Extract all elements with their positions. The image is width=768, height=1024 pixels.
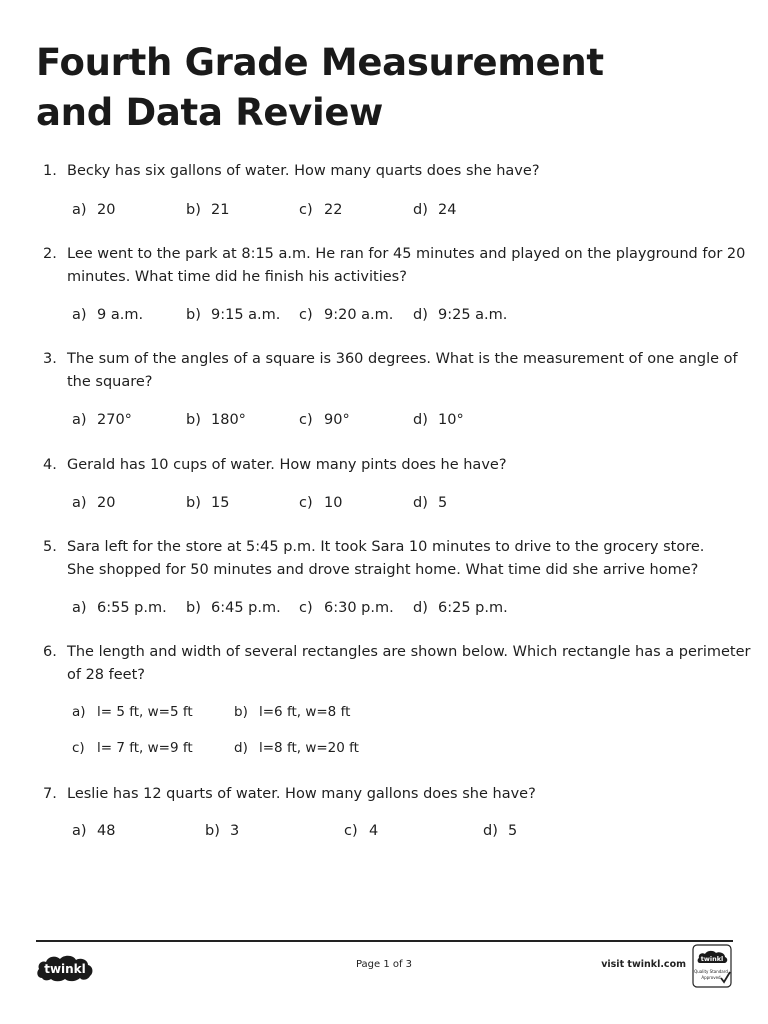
option-a: a) 20 xyxy=(72,202,116,218)
option-b: b) 21 xyxy=(186,202,230,218)
option-d: d) 10° xyxy=(413,412,464,428)
quality-badge xyxy=(692,944,732,988)
title-line-1: Fourth Grade Measurement xyxy=(36,41,604,84)
option-c: c) l= 7 ft, w=9 ft xyxy=(72,740,193,756)
question-text: Lee went to the park at 8:15 a.m. He ran for 45 minutes and played on the playground for 20 minutes. What time did he finish his activities? xyxy=(67,246,746,285)
option-b: b) 9:15 a.m. xyxy=(186,307,281,323)
svg-text:Approved: Approved xyxy=(701,975,721,980)
footer-divider xyxy=(36,940,733,942)
page-number: Page 1 of 3 xyxy=(355,959,413,970)
question-number: 4. xyxy=(43,457,57,473)
option-d: d) l=8 ft, w=20 ft xyxy=(234,740,359,756)
option-a: a) 6:55 p.m. xyxy=(72,600,167,616)
option-c: c) 9:20 a.m. xyxy=(299,307,394,323)
question-text: Sara left for the store at 5:45 p.m. It took Sara 10 minutes to drive to the grocery store. She shopped for 50 minutes and drove straight home. What time did she arrive home? xyxy=(67,539,705,578)
page-title xyxy=(36,38,604,138)
option-c: c) 22 xyxy=(299,202,343,218)
option-d: d) 6:25 p.m. xyxy=(413,600,508,616)
question-number: 1. xyxy=(43,163,57,179)
question-text: The sum of the angles of a square is 360 degrees. What is the measurement of one angle of the square? xyxy=(67,351,738,390)
option-a: a) 48 xyxy=(72,823,116,839)
option-a: a) 270° xyxy=(72,412,132,428)
option-b: b) l=6 ft, w=8 ft xyxy=(234,704,351,720)
question-number: 7. xyxy=(43,786,57,802)
option-b: b) 6:45 p.m. xyxy=(186,600,281,616)
question-number: 2. xyxy=(43,246,57,262)
title-line-2: and Data Review xyxy=(36,91,384,134)
option-b: b) 15 xyxy=(186,495,230,511)
option-c: c) 90° xyxy=(299,412,350,428)
option-a: a) l= 5 ft, w=5 ft xyxy=(72,704,193,720)
svg-text:twinkl: twinkl xyxy=(44,962,86,976)
visit-link[interactable]: visit twinkl.com xyxy=(601,959,686,970)
question-text: Becky has six gallons of water. How many quarts does she have? xyxy=(67,163,540,179)
svg-text:Quality Standard: Quality Standard xyxy=(694,969,728,974)
option-c: c) 4 xyxy=(344,823,379,839)
question-text: The length and width of several rectangles are shown below. Which rectangle has a perimeter of 28 feet? xyxy=(67,644,751,683)
question-number: 3. xyxy=(43,351,57,367)
option-d: d) 5 xyxy=(483,823,518,839)
option-b: b) 180° xyxy=(186,412,246,428)
question-text: Leslie has 12 quarts of water. How many gallons does she have? xyxy=(67,786,536,802)
option-b: b) 3 xyxy=(205,823,240,839)
option-a: a) 20 xyxy=(72,495,116,511)
option-a: a) 9 a.m. xyxy=(72,307,144,323)
option-c: c) 6:30 p.m. xyxy=(299,600,394,616)
question-text: Gerald has 10 cups of water. How many pints does he have? xyxy=(67,457,507,473)
option-d: d) 9:25 a.m. xyxy=(413,307,508,323)
svg-text:twinkl: twinkl xyxy=(700,955,724,963)
option-d: d) 5 xyxy=(413,495,448,511)
question-number: 5. xyxy=(43,539,57,555)
option-c: c) 10 xyxy=(299,495,343,511)
option-d: d) 24 xyxy=(413,202,457,218)
question-number: 6. xyxy=(43,644,57,660)
